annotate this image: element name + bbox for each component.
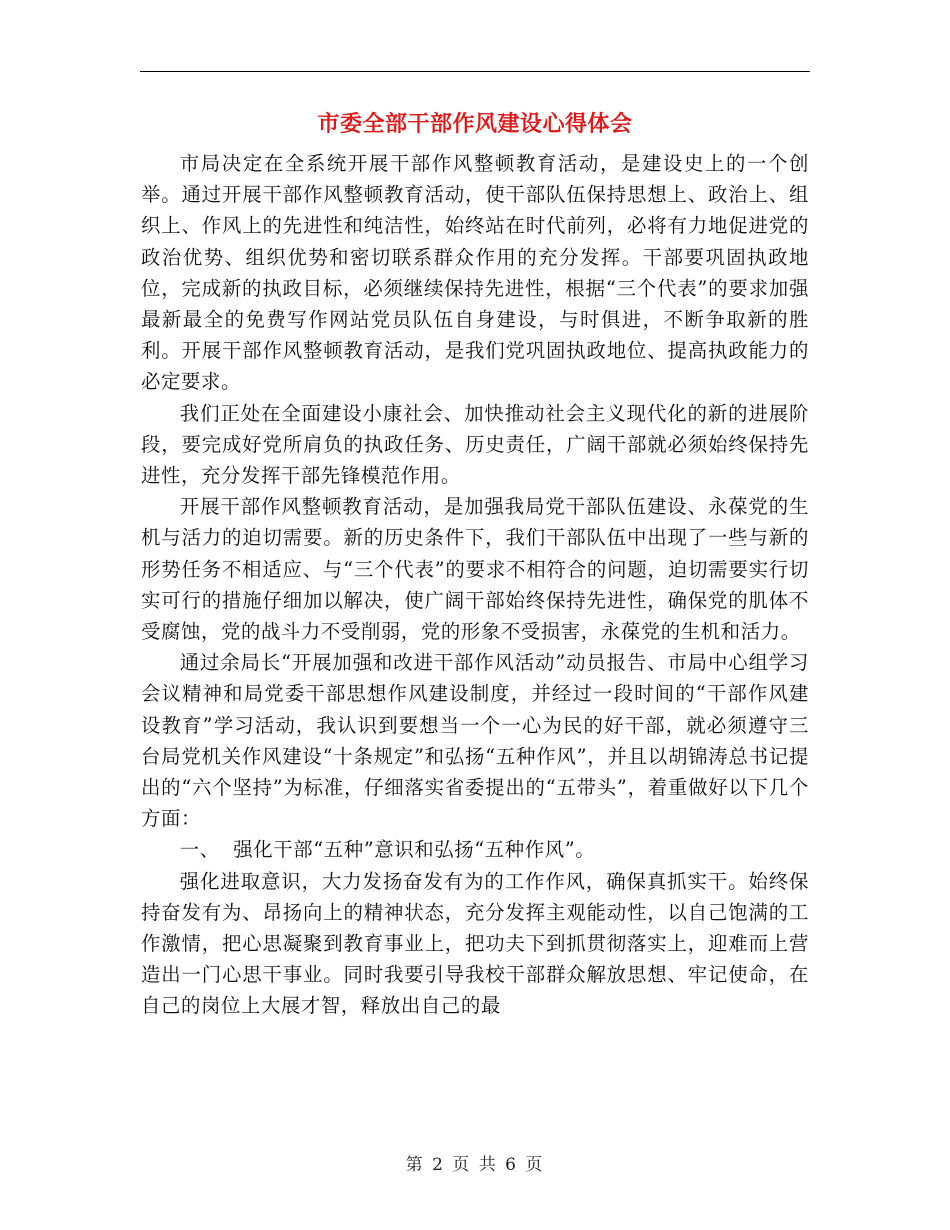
section-heading-1: 一、 强化干部“五种”意识和弘扬“五种作风”。 [179,838,596,862]
paragraph-5: 强化进取意识，大力发扬奋发有为的工作作风，确保真抓实干。始终保持奋发有为、昂扬向上的精神状态，充分发挥主观能动性，以自己饱满的工作激情，把心思凝聚到教育事业上，把功夫下到抓贯彻落实上，迎难而上营造出一门心思干事业。同时我要引导我校干部群众解放思想、牢记使命，在自己的岗位上大展才智，释放出自己的最 [141,869,809,1018]
paragraph-4: 通过余局长“开展加强和改进干部作风活动”动员报告、市局中心组学习会议精神和局党委干部思想作风建设制度，并经过一段时间的“干部作风建设教育”学习活动，我认识到要想当一个一心为民的好干部，就必须遵守三台局党机关作风建设“十条规定”和弘扬“五种作风”，并且以胡锦涛总书记提出的“六个坚持”为标准，仔细落实省委提出的“五带头”，着重做好以下几个方面： [141,651,809,831]
document-title: 市委全部干部作风建设心得体会 [317,112,633,137]
paragraph-2: 我们正处在全面建设小康社会、加快推动社会主义现代化的新的进展阶段，要完成好党所肩负的执政任务、历史责任，广阔干部就必须始终保持先进性，充分发挥干部先锋模范作用。 [141,401,809,488]
document-body [141,148,809,1022]
header-rule [140,71,810,72]
page-number: 第 2 页 共 6 页 [405,1155,545,1175]
paragraph-3: 开展干部作风整顿教育活动，是加强我局党干部队伍建设、永葆党的生机与活力的迫切需要。新的历史条件下，我们干部队伍中出现了一些与新的形势任务不相适应、与“三个代表”的要求不相符合的问题，迫切需要实行切实可行的措施仔细加以解决，使广阔干部始终保持先进性，确保党的肌体不受腐蚀，党的战斗力不受削弱，党的形象不受损害，永葆党的生机和活力。 [141,495,809,644]
paragraph-1: 市局决定在全系统开展干部作风整顿教育活动，是建设史上的一个创举。通过开展干部作风整顿教育活动，使干部队伍保持思想上、政治上、组织上、作风上的先进性和纯洁性，始终站在时代前列，必将有力地促进党的政治优势、组织优势和密切联系群众作用的充分发挥。干部要巩固执政地位，完成新的执政目标，必须继续保持先进性，根据“三个代表”的要求加强最新最全的免费写作网站党员队伍自身建设，与时俱进，不断争取新的胜利。开展干部作风整顿教育活动，是我们党巩固执政地位、提高执政能力的必定要求。 [141,152,809,394]
